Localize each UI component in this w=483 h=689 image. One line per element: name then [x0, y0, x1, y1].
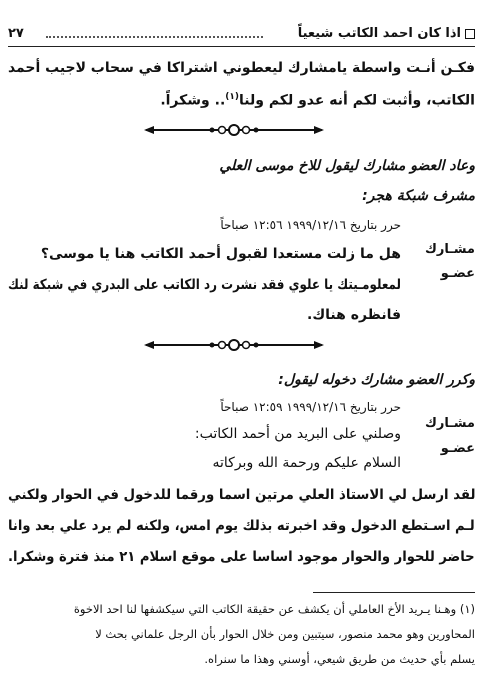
footnote-ref: (١): [225, 92, 240, 102]
post2-intro: وعاد العضو مشارك ليقول للاخ موسى العلي: [219, 158, 475, 174]
ornament-divider-icon: [144, 337, 324, 353]
para1-line1: فكـن أنـت واسطة يامشارك ليعطوني اشتراكا في سحاب لاجيب أحمد: [7, 60, 475, 76]
page-number: ٢٧: [8, 26, 24, 41]
post3-line4: لـم اسـتطع الدخول وقد اخبرته بذلك يوم امس، ولكنه لم يرد علي بعد وانا: [8, 518, 475, 534]
post3-line1: وصلني على البريد من أحمد الكاتب:: [194, 426, 401, 442]
footnote-line3: يسلم بأي حديث من طريق شيعي، أوسني وهذا ما سنراه.: [204, 652, 475, 666]
post2-moderator: مشرف شبكة هجر:: [362, 188, 475, 204]
post2-date: حرر بتاريخ ١٩٩٩/١٢/١٦ ١٢:٥٦ صباحاً: [220, 218, 401, 232]
post2-side-name: مشـارك: [424, 242, 475, 257]
ornament-divider-icon: [144, 122, 324, 138]
running-header: [8, 26, 475, 47]
para1-line2-text: الكاتب، وأثبت لكم أنه عدو لكم ولنا: [239, 92, 475, 109]
header-title-text: اذا كان احمد الكاتب شيعياً: [297, 26, 461, 41]
footnote-line1: (١) وهـنا يـريد الأخ العاملي أن يكشف عن حقيقة الكاتب التي سيكشفها لنا احد الاخوة: [73, 602, 475, 616]
post2-line3: فانظره هناك.: [307, 307, 401, 323]
post2-side-rank: عضـو: [440, 266, 475, 281]
post3-line3: لقد ارسل لي الاستاذ العلي مرتين اسما ورقما للدخول في الحوار ولكني: [7, 487, 475, 503]
footnote-separator: [313, 592, 475, 593]
para1-line2-end: .. وشكراً.: [160, 92, 226, 109]
header-title: [298, 26, 475, 41]
post3-line5: حاضر للحوار والحوار موجود اساسا على موقع اسلام ٢١ منذ فترة وشكرا.: [8, 549, 475, 565]
square-bullet-icon: [465, 29, 475, 39]
post2-line1: هل ما زلت مستعدا لقبول أحمد الكاتب هنا يا موسى؟: [40, 246, 401, 262]
leader-dots: [46, 36, 263, 38]
post3-side-name: مشـارك: [424, 416, 475, 431]
post2-line2: لمعلومـيتك يا علوي فقد نشرت رد الكاتب على البدري في شبكة لنك: [8, 277, 401, 293]
footnote-line2: المحاورين وهو محمد منصور، سيتبين ومن خلال الحوار بأن الرجل علماني بحث لا: [95, 627, 475, 641]
para1-line2: [160, 92, 475, 109]
post3-line2: السلام عليكم ورحمة الله وبركاته: [212, 455, 401, 471]
post3-side-rank: عضـو: [440, 441, 475, 456]
post3-intro: وكرر العضو مشارك دخوله ليقول:: [278, 372, 475, 388]
post3-date: حرر بتاريخ ١٩٩٩/١٢/١٦ ١٢:٥٩ صباحاً: [220, 400, 401, 414]
